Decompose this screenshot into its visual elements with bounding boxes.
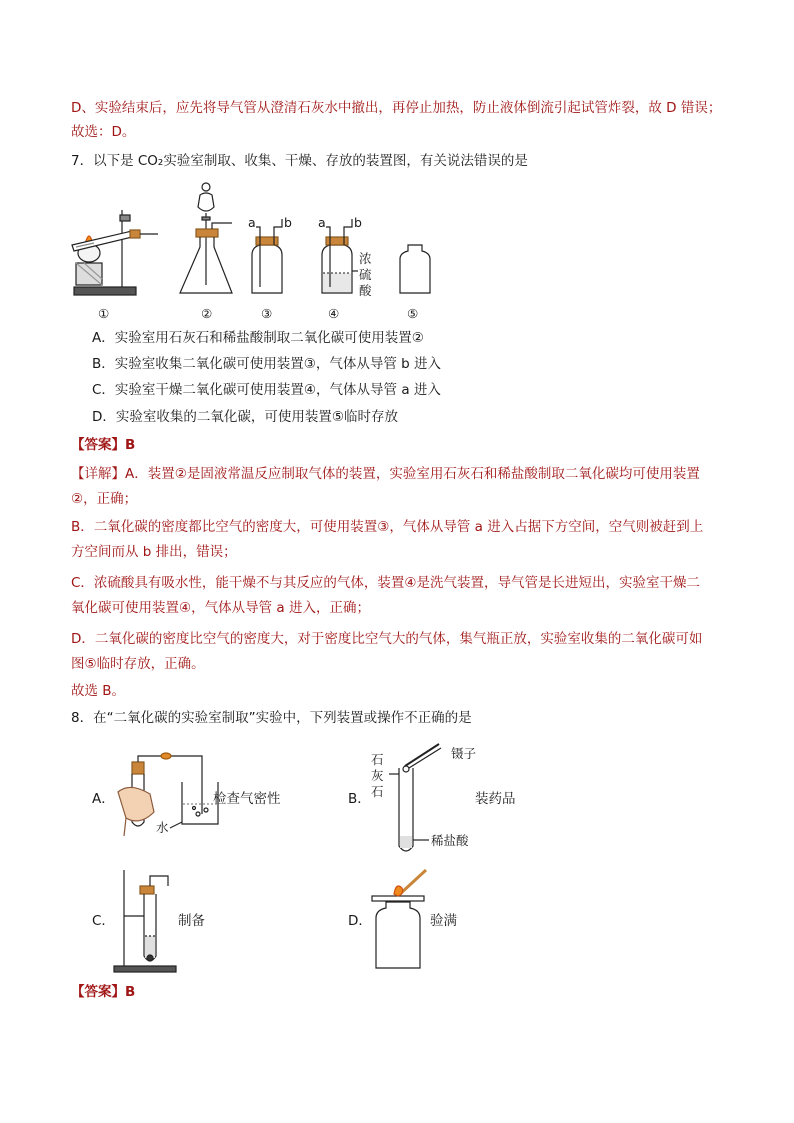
- apparatus-4-washing-bottle: [322, 219, 358, 293]
- apparatus-3-bottle: [252, 219, 282, 293]
- q8-option-b-caption: 装药品: [475, 791, 516, 807]
- q8-figure-d-test-full: [370, 866, 450, 976]
- dilute-hcl-label: 稀盐酸: [431, 833, 469, 848]
- q8-option-d-caption: 验满: [430, 913, 457, 929]
- q7-apparatus-figure: [60, 175, 460, 325]
- apparatus-label-1: ①: [98, 306, 110, 321]
- q7-explanation-line: 氧化碳可使用装置④，气体从导管 a 进入，正确；: [71, 600, 370, 616]
- q7-explanation-line: 【详解】A．装置②是固液常温反应制取气体的装置，实验室用石灰石和稀盐酸制取二氧化碳均可使用装置: [71, 466, 700, 482]
- apparatus-label-4: ④: [328, 306, 340, 321]
- q8-stem: 8．在“二氧化碳的实验室制取”实验中，下列装置或操作不正确的是: [71, 710, 472, 726]
- q7-option-d: D．实验室收集的二氧化碳，可使用装置⑤临时存放: [92, 409, 398, 425]
- q7-option-c: C．实验室干燥二氧化碳可使用装置④，气体从导管 a 进入: [92, 382, 441, 398]
- limestone-label-3: 石: [371, 784, 384, 799]
- q7-explanation-line: C．浓硫酸具有吸水性，能干燥不与其反应的气体，装置④是洗气装置，导气管是长进短出，实验室干燥二: [71, 575, 701, 591]
- apparatus-1-heating: [72, 210, 158, 295]
- q8-option-a-letter: A．: [92, 791, 115, 807]
- q8-answer: 【答案】B: [71, 984, 136, 1000]
- q7-explanation-line: D．二氧化碳的密度比空气的密度大，对于密度比空气大的气体，集气瓶正放，实验室收集的二氧化碳可如: [71, 631, 703, 647]
- q8-figure-b-add-reagents: [365, 738, 485, 863]
- q8-option-d-letter: D．: [348, 913, 372, 929]
- apparatus-label-3: ③: [261, 306, 273, 321]
- tweezers-label: 镊子: [451, 746, 477, 761]
- q7-explanation-line: ②，正确；: [71, 491, 138, 507]
- q7-explanation-line: 图⑤临时存放，正确。: [71, 656, 205, 672]
- water-label: 水: [156, 820, 169, 835]
- limestone-label-2: 灰: [371, 768, 384, 783]
- q8-option-c-caption: 制备: [178, 913, 205, 929]
- q7-option-a: A．实验室用石灰石和稀盐酸制取二氧化碳可使用装置②: [92, 330, 424, 346]
- q7-explanation-line: B．二氧化碳的密度都比空气的密度大，可使用装置③，气体从导管 a 进入占据下方空间，空气则被赶到上: [71, 519, 704, 535]
- q8-figure-a-airtightness: [110, 752, 220, 842]
- apparatus-2-flask: [180, 183, 232, 293]
- apparatus-5-open-bottle: [400, 245, 430, 293]
- q8-option-b-letter: B．: [348, 791, 371, 807]
- limestone-label-1: 石: [371, 752, 384, 767]
- bottle3-tube-a: a: [248, 215, 256, 230]
- apparatus-label-2: ②: [201, 306, 213, 321]
- acid-label-1: 浓: [359, 251, 372, 266]
- apparatus-label-5: ⑤: [407, 306, 419, 321]
- acid-label-3: 酸: [359, 283, 372, 298]
- q7-explanation-line: 方空间而从 b 排出，错误；: [71, 544, 237, 560]
- prev-solution-d-line: D、实验结束后，应先将导气管从澄清石灰水中撤出，再停止加热，防止液体倒流引起试管炸裂，故 D 错误；: [71, 100, 722, 116]
- q8-figure-c-preparation: [110, 866, 180, 976]
- q7-explanation-line: 故选 B。: [71, 683, 126, 699]
- q8-option-a-caption: 检查气密性: [213, 791, 281, 807]
- bottle4-tube-a: a: [318, 215, 326, 230]
- acid-label-2: 硫: [359, 267, 372, 282]
- q7-answer: 【答案】B: [71, 437, 136, 453]
- bottle4-tube-b: b: [354, 215, 362, 230]
- q8-option-c-letter: C．: [92, 913, 115, 929]
- q7-stem: 7．以下是 CO₂实验室制取、收集、干燥、存放的装置图，有关说法错误的是: [71, 153, 528, 169]
- bottle3-tube-b: b: [284, 215, 292, 230]
- q7-option-b: B．实验室收集二氧化碳可使用装置③，气体从导管 b 进入: [92, 356, 442, 372]
- prev-solution-choose: 故选：D。: [71, 124, 136, 140]
